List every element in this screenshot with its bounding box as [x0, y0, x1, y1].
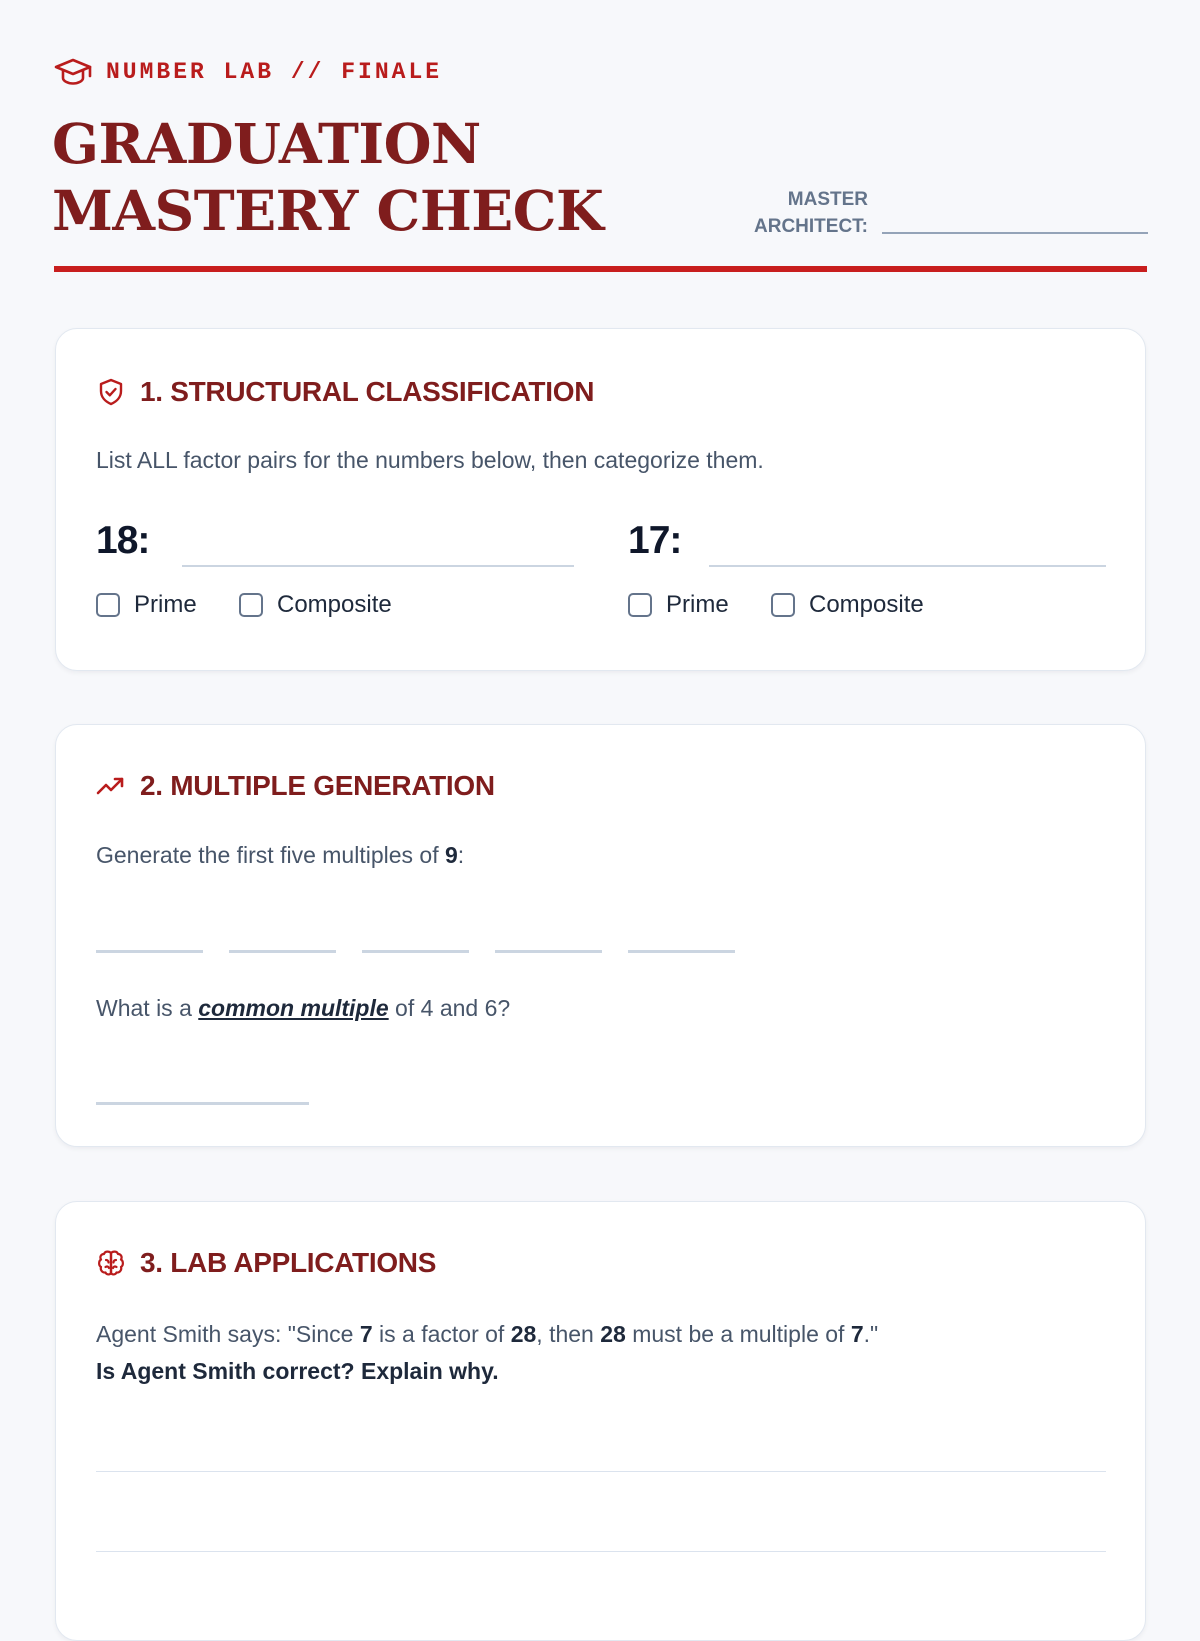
checkbox-label: Composite: [277, 591, 392, 618]
architect-label: MASTER ARCHITECT:: [754, 189, 868, 237]
section-3-header: [96, 1247, 436, 1279]
question-text: Is Agent Smith correct? Explain why.: [96, 1358, 499, 1384]
quote-text: must be a multiple of: [625, 1321, 851, 1347]
section-3-title: 3. LAB APPLICATIONS: [140, 1247, 437, 1278]
checkbox-box[interactable]: [628, 593, 652, 617]
multiple-answer-line-4[interactable]: [495, 950, 602, 953]
trending-up-icon: [96, 771, 126, 801]
explanation-line-2[interactable]: [96, 1551, 1106, 1552]
quote-text: , then: [536, 1321, 601, 1347]
quote-text: Agent Smith says: "Since: [96, 1321, 360, 1347]
multiples-prompt: [96, 836, 464, 874]
checkbox-prime-18[interactable]: [96, 591, 197, 619]
checkbox-composite-17[interactable]: [771, 591, 924, 619]
checkbox-label: Prime: [134, 591, 197, 618]
factor-pairs-line-18[interactable]: [182, 565, 574, 567]
multiple-answer-line-2[interactable]: [229, 950, 336, 953]
multiple-answer-line-1[interactable]: [96, 950, 203, 953]
section-structural-classification: [55, 328, 1146, 671]
common-multiple-question: [96, 989, 510, 1027]
checkbox-composite-18[interactable]: [239, 591, 392, 619]
checkbox-box[interactable]: [239, 593, 263, 617]
brain-icon: [96, 1248, 126, 1278]
eyebrow-label: NUMBER LAB // FINALE: [106, 59, 443, 85]
section-2-title: 2. MULTIPLE GENERATION: [140, 770, 495, 801]
quote-number: 7: [850, 1321, 864, 1347]
number-label-18: 18:: [96, 519, 150, 562]
section-1-title: 1. STRUCTURAL CLASSIFICATION: [140, 376, 595, 407]
quote-text: is a factor of: [372, 1321, 511, 1347]
quote-text: .": [863, 1321, 879, 1347]
quote-number: 7: [359, 1321, 373, 1347]
checkbox-label: Composite: [809, 591, 924, 618]
section-lab-applications: [55, 1201, 1146, 1641]
section-multiple-generation: [55, 724, 1146, 1147]
header-divider: [54, 266, 1147, 272]
quote-number: 28: [600, 1321, 626, 1347]
prompt-text: Generate the first five multiples of: [96, 842, 445, 868]
checkbox-box[interactable]: [96, 593, 120, 617]
prompt-suffix: :: [457, 842, 465, 868]
prompt-number: 9: [445, 842, 458, 868]
checkbox-box[interactable]: [771, 593, 795, 617]
section-1-instruction: List ALL factor pairs for the numbers below, then categorize them.: [96, 447, 764, 473]
factor-pairs-line-17[interactable]: [709, 565, 1106, 567]
header-eyebrow: [54, 56, 442, 88]
section-2-header: [96, 770, 495, 802]
question-prefix: What is a: [96, 995, 199, 1021]
title-line-2: MASTERY CHECK: [52, 178, 604, 243]
architect-name-field: [730, 186, 1148, 240]
title-line-1: GRADUATION: [52, 111, 481, 176]
explanation-line-1[interactable]: [96, 1471, 1106, 1472]
number-label-17: 17:: [628, 519, 682, 562]
question-suffix: of 4 and 6?: [388, 995, 511, 1021]
section-1-header: [96, 376, 594, 408]
multiple-answer-line-5[interactable]: [628, 950, 735, 953]
shield-check-icon: [96, 377, 126, 407]
common-multiple-answer-line[interactable]: [96, 1102, 309, 1105]
quote-number: 28: [510, 1321, 537, 1347]
graduation-cap-icon: [54, 56, 92, 88]
common-multiple-term: common multiple: [198, 995, 389, 1021]
multiple-answer-line-3[interactable]: [362, 950, 469, 953]
page-title: [52, 110, 603, 244]
agent-smith-question: [96, 1352, 499, 1390]
checkbox-prime-17[interactable]: [628, 591, 729, 619]
agent-smith-quote: [96, 1315, 878, 1353]
checkbox-label: Prime: [666, 591, 729, 618]
architect-name-line[interactable]: [882, 232, 1148, 234]
